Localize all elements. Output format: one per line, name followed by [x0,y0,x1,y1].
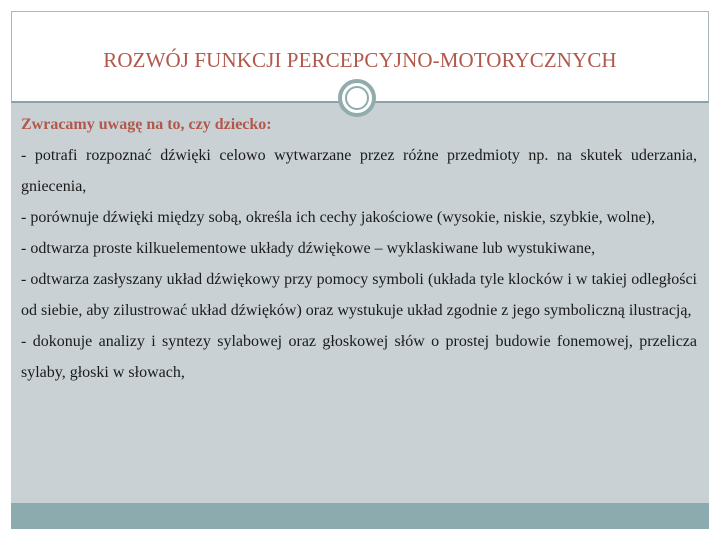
list-item: - potrafi rozpoznać dźwięki celowo wytwarzane przez różne przedmioty np. na skutek uderzania, gniecenia, [21,147,697,195]
slide-title: ROZWÓJ FUNKCJI PERCEPCYJNO-MOTORYCZNYCH [103,48,617,72]
footer-bar [11,503,709,529]
list-item: - porównuje dźwięki między sobą, określa ich cechy jakościowe (wysokie, niskie, szybkie, wolne), [21,209,656,226]
list-item: - odtwarza proste kilkuelementowe układy dźwiękowe – wyklaskiwane lub wystukiwane, [21,240,596,257]
list-item: - odtwarza zasłyszany układ dźwiękowy przy pomocy symboli (układa tyle klocków i w takiej odległości od siebie, aby zilustrować układ dźwięków) oraz wystukuje układ zgodnie z jego symboliczną ilustracją, [21,271,697,319]
list-item: - dokonuje analizy i syntezy sylabowej oraz głoskowej słów o prostej budowie fonemowej, przelicza sylaby, głoski w słowach, [21,333,697,381]
body-heading: Zwracamy uwagę na to, czy dziecko: [21,116,272,133]
slide-body [21,110,697,388]
